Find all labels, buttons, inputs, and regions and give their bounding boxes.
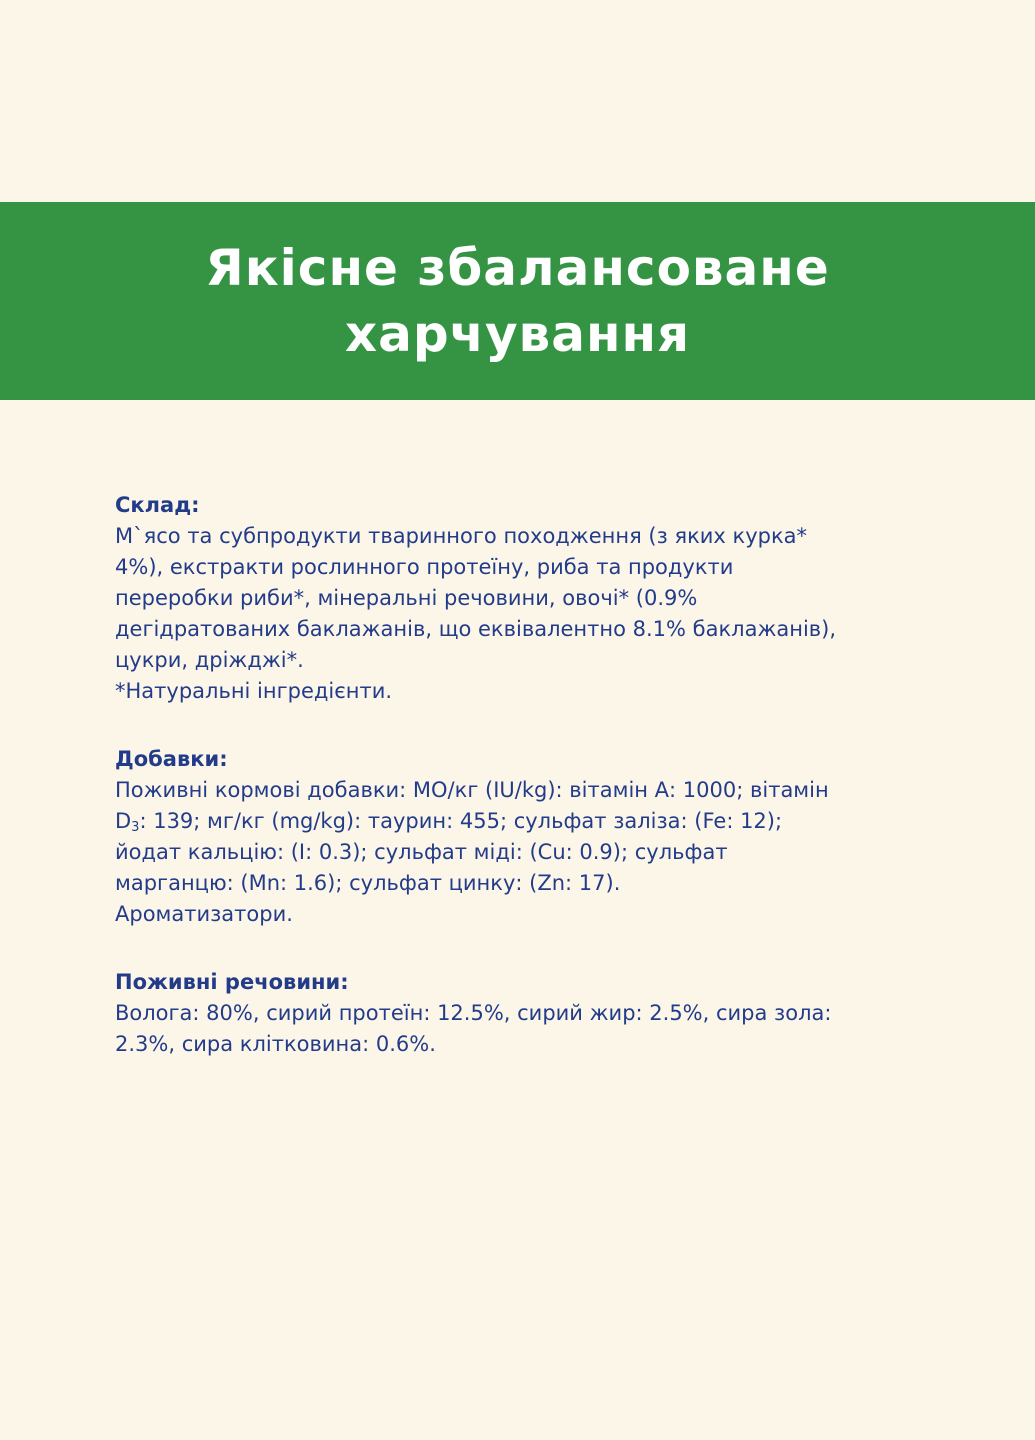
additives-line (115, 806, 935, 837)
title-banner (0, 202, 1035, 400)
composition-line: цукри, дріжджі*. (115, 648, 304, 672)
composition-line: М`ясо та субпродукти тваринного походження (з яких курка* (115, 524, 808, 548)
natural-ingredients-note: *Натуральні інгредієнти. (115, 679, 393, 703)
vitamin-d-letter: D (115, 809, 132, 833)
composition-heading: Склад: (115, 493, 200, 517)
composition-line: дегідратованих баклажанів, що еквівалентно 8.1% баклажанів), (115, 617, 837, 641)
additives-line: йодат кальцію: (I: 0.3); сульфат міді: (Cu: 0.9); сульфат (115, 840, 728, 864)
banner-title-line-1: Якісне збалансоване (205, 239, 830, 297)
additives-line-rest: : 139; мг/кг (mg/kg): таурин: 455; сульфат заліза: (Fe: 12); (139, 809, 783, 833)
product-info (115, 490, 935, 1097)
banner-title-line-2: харчування (344, 305, 691, 363)
flavourings-line: Ароматизатори. (115, 902, 293, 926)
nutrients-line: Волога: 80%, сирий протеїн: 12.5%, сирий жир: 2.5%, сира зола: (115, 1001, 832, 1025)
nutrients-line: 2.3%, сира клітковина: 0.6%. (115, 1032, 436, 1056)
composition-section (115, 490, 935, 707)
additives-line: марганцю: (Mn: 1.6); сульфат цинку: (Zn: 17). (115, 871, 621, 895)
vitamin-d-subscript: 3 (131, 820, 140, 835)
additives-line: Поживні кормові добавки: МО/кг (IU/kg): вітамін А: 1000; вітамін (115, 778, 829, 802)
additives-section (115, 744, 935, 930)
nutrients-section (115, 967, 935, 1060)
composition-line: переробки риби*, мінеральні речовини, овочі* (0.9% (115, 586, 698, 610)
composition-line: 4%), екстракти рослинного протеїну, риба та продукти (115, 555, 734, 579)
nutrients-heading: Поживні речовини: (115, 970, 349, 994)
additives-heading: Добавки: (115, 747, 228, 771)
